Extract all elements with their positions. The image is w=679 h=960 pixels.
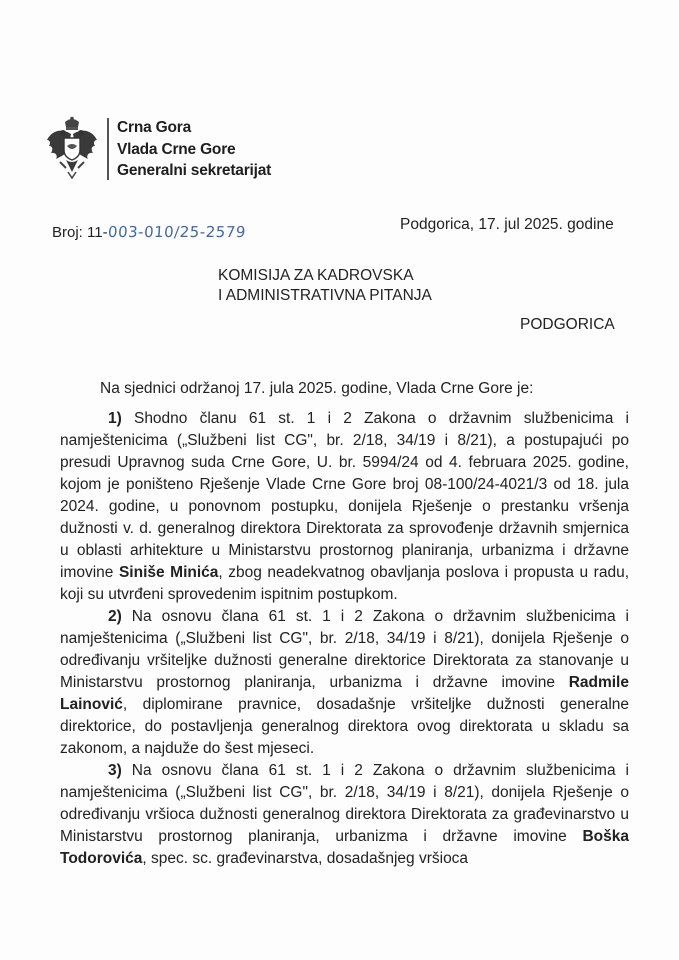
reference-label: Broj: 11- — [52, 224, 108, 241]
decision-paragraph-2: 2) Na osnovu člana 61 st. 1 i 2 Zakona o državnim službenicima i namještenicima („Službeni list CG", br. 2/18, 34/19 i 8/21), donijela Rješenje o određivanju vršiteljke dužnosti generalne direktorice Direktorata za stanovanje u Ministarstvu prostornog planiranja, urbanizma i državne imovine Radmile Lainović, diplomirane pravnice, dosadašnje vršiteljke dužnosti generalne direktorice, do postavljenja generalnog direktora ovog direktorata u skladu sa zakonom, a najduže do šest mjeseci. — [60, 608, 629, 757]
recipient-line-1: KOMISIJA ZA KADROVSKA — [218, 267, 414, 284]
person-name: Siniše Minića — [118, 564, 219, 581]
intro-sentence: Na sjednici održanoj 17. jula 2025. godine, Vlada Crne Gore je: — [100, 380, 534, 397]
reference-handwritten-number: 003-010/25-2579 — [106, 223, 247, 241]
letterhead-country: Crna Gora — [117, 119, 191, 136]
person-name: Boška Todorovića — [60, 828, 629, 867]
recipient-block — [218, 266, 432, 306]
recipient-line-2: I ADMINISTRATIVNA PITANJA — [218, 287, 432, 304]
decision-paragraph-3: 3) Na osnovu člana 61 st. 1 i 2 Zakona o državnim službenicima i namještenicima („Službeni list CG", br. 2/18, 34/19 i 8/21), donijela Rješenje o određivanju vršioca dužnosti generalnog direktora Direktorata za građevinarstvo u Ministarstvu prostornog planiranja, urbanizma i državne imovine Boška Todorovića, spec. sc. građevinarstva, dosadašnjeg vršioca — [60, 762, 629, 867]
reference-number — [52, 223, 245, 241]
decisions-body — [60, 408, 629, 870]
paragraph-number: 2) — [108, 608, 122, 625]
paragraph-number: 1) — [108, 410, 122, 427]
letterhead — [117, 117, 271, 182]
letterhead-department: Generalni sekretarijat — [117, 162, 272, 179]
decision-paragraph-1: 1) Shodno članu 61 st. 1 i 2 Zakona o državnim službenicima i namještenicima („Službeni list CG", br. 2/18, 34/19 i 8/21), a postupajući po presudi Upravnog suda Crne Gore, U. br. 5994/24 od 4. februara 2025. godine, kojom je poništeno Rješenje Vlade Crne Gore broj 08-100/24-4021/3 od 18. jula 2024. godine, u ponovnom postupku, donijela Rješenje o prestanku vršenja dužnosti v. d. generalnog direktora Direktorata za sprovođenje državnih smjernica u oblasti arhitekture u Ministarstvu prostornog planiranja, urbanizma i državne imovine Siniše Minića, zbog neadekvatnog obavljanja poslova i propusta u radu, koji su utvrđeni sprovedenim ispitnim postupkom. — [60, 410, 630, 603]
letterhead-government: Vlada Crne Gore — [117, 140, 236, 158]
letterhead-divider — [107, 118, 109, 180]
recipient-city: PODGORICA — [520, 316, 615, 333]
person-name: Radmile Lainović — [60, 674, 629, 713]
place-and-date: Podgorica, 17. jul 2025. godine — [400, 216, 614, 233]
montenegro-coat-of-arms-icon — [44, 116, 100, 180]
paragraph-number: 3) — [108, 762, 122, 779]
